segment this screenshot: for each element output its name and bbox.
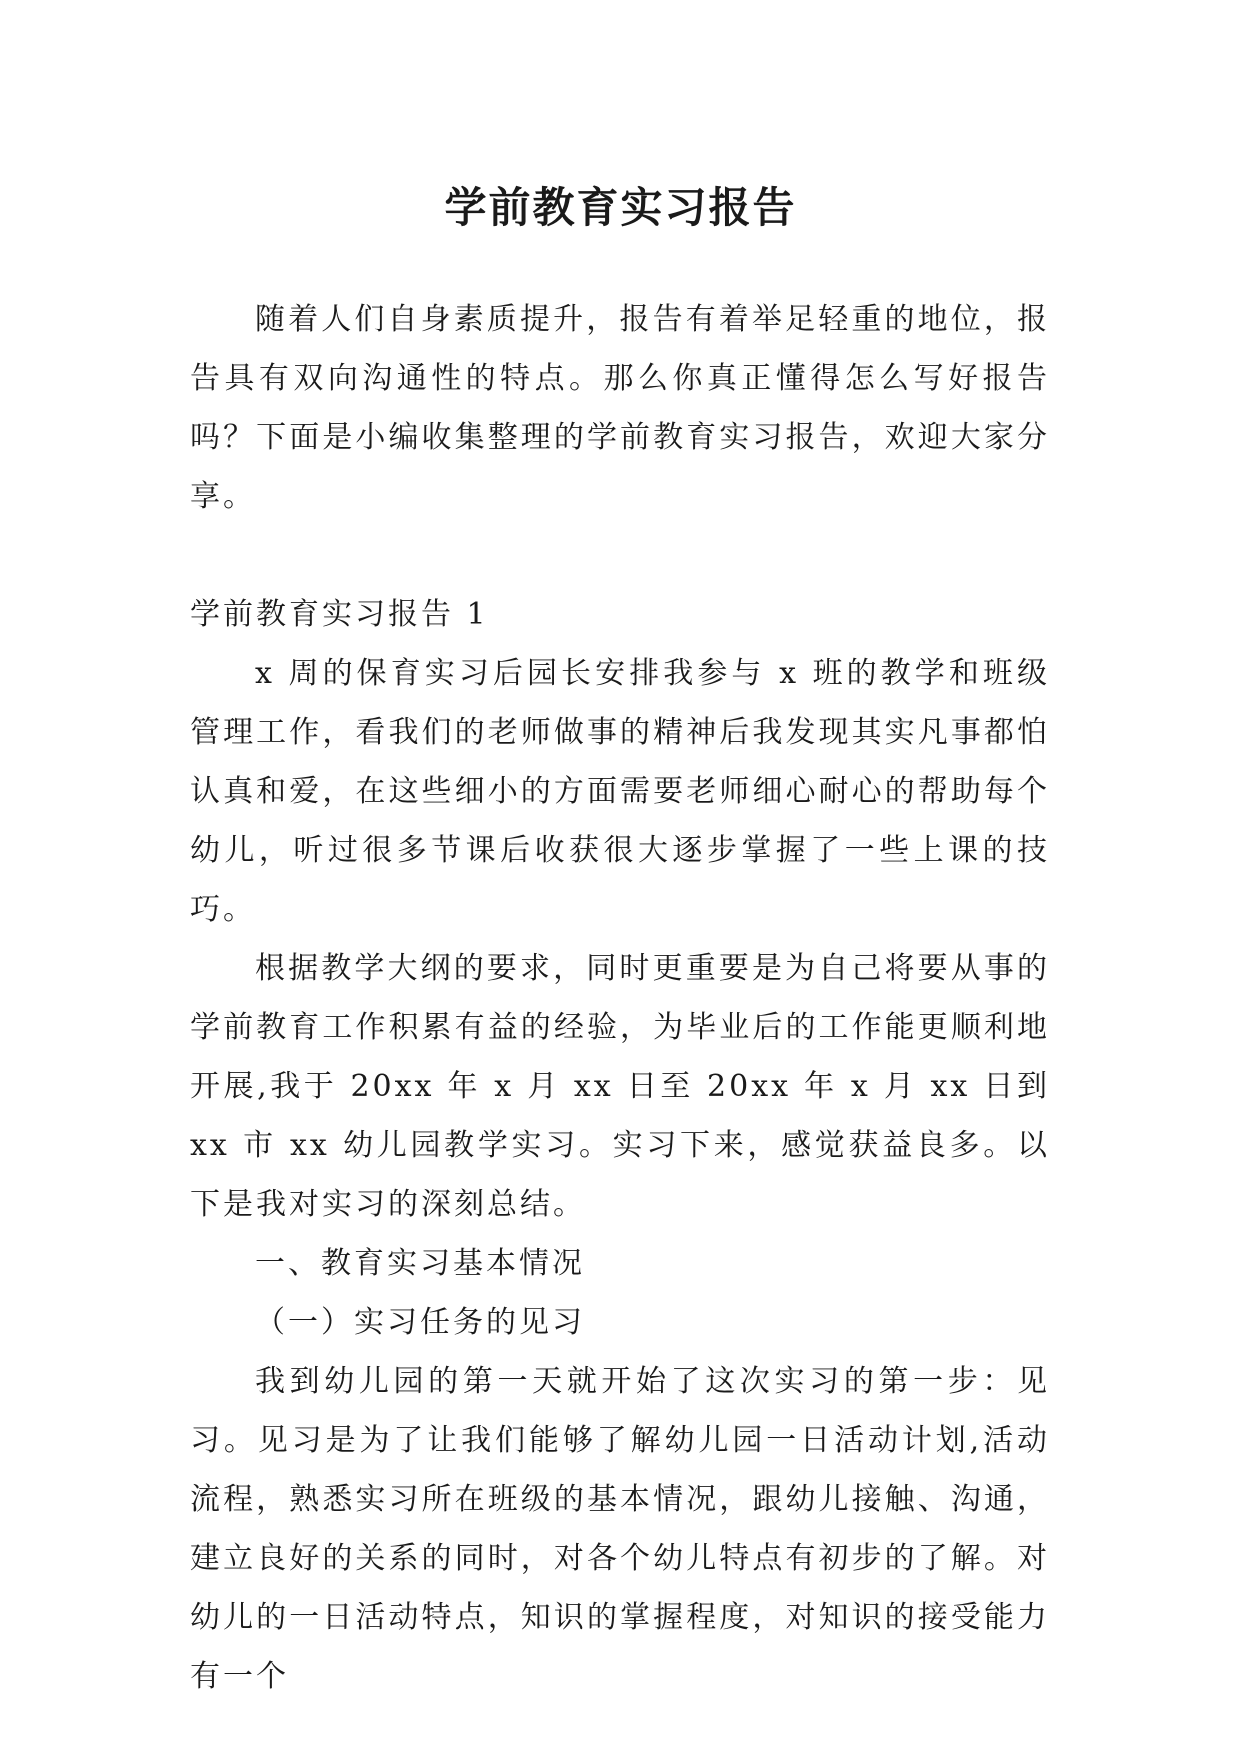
heading-level-2: （一）实习任务的见习 <box>255 1305 585 1340</box>
heading-level-1: 一、教育实习基本情况 <box>255 1246 585 1281</box>
document-title: 学前教育实习报告 <box>444 183 797 233</box>
paragraph-gap <box>190 526 1050 585</box>
section-title: 学前教育实习报告 1 <box>190 597 489 632</box>
intro-paragraph: 随着人们自身素质提升，报告有着举足轻重的地位，报告具有双向沟通性的特点。那么你真正懂得怎么写好报告吗？下面是小编收集整理的学前教育实习报告，欢迎大家分享。 <box>190 302 1050 514</box>
body-paragraph-1: x 周的保育实习后园长安排我参与 x 班的教学和班级管理工作，看我们的老师做事的精神后我发现其实凡事都怕认真和爱，在这些细小的方面需要老师细心耐心的帮助每个幼儿，听过很多节课后收获很大逐步掌握了一些上课的技巧。 <box>190 656 1050 927</box>
body-paragraph-2: 根据教学大纲的要求，同时更重要是为自己将要从事的学前教育工作积累有益的经验，为毕业后的工作能更顺利地开展,我于 20xx 年 x 月 xx 日至 20xx 年 x 月 xx 日到 xx 市 xx 幼儿园教学实习。实习下来，感觉获益良多。以下是我对实习的深刻总结。 <box>190 951 1050 1222</box>
document-body <box>190 290 1050 1706</box>
body-paragraph-3: 我到幼儿园的第一天就开始了这次实习的第一步：见习。见习是为了让我们能够了解幼儿园一日活动计划,活动流程，熟悉实习所在班级的基本情况，跟幼儿接触、沟通，建立良好的关系的同时，对各个幼儿特点有初步的了解。对幼儿的一日活动特点，知识的掌握程度，对知识的接受能力有一个 <box>190 1364 1050 1694</box>
